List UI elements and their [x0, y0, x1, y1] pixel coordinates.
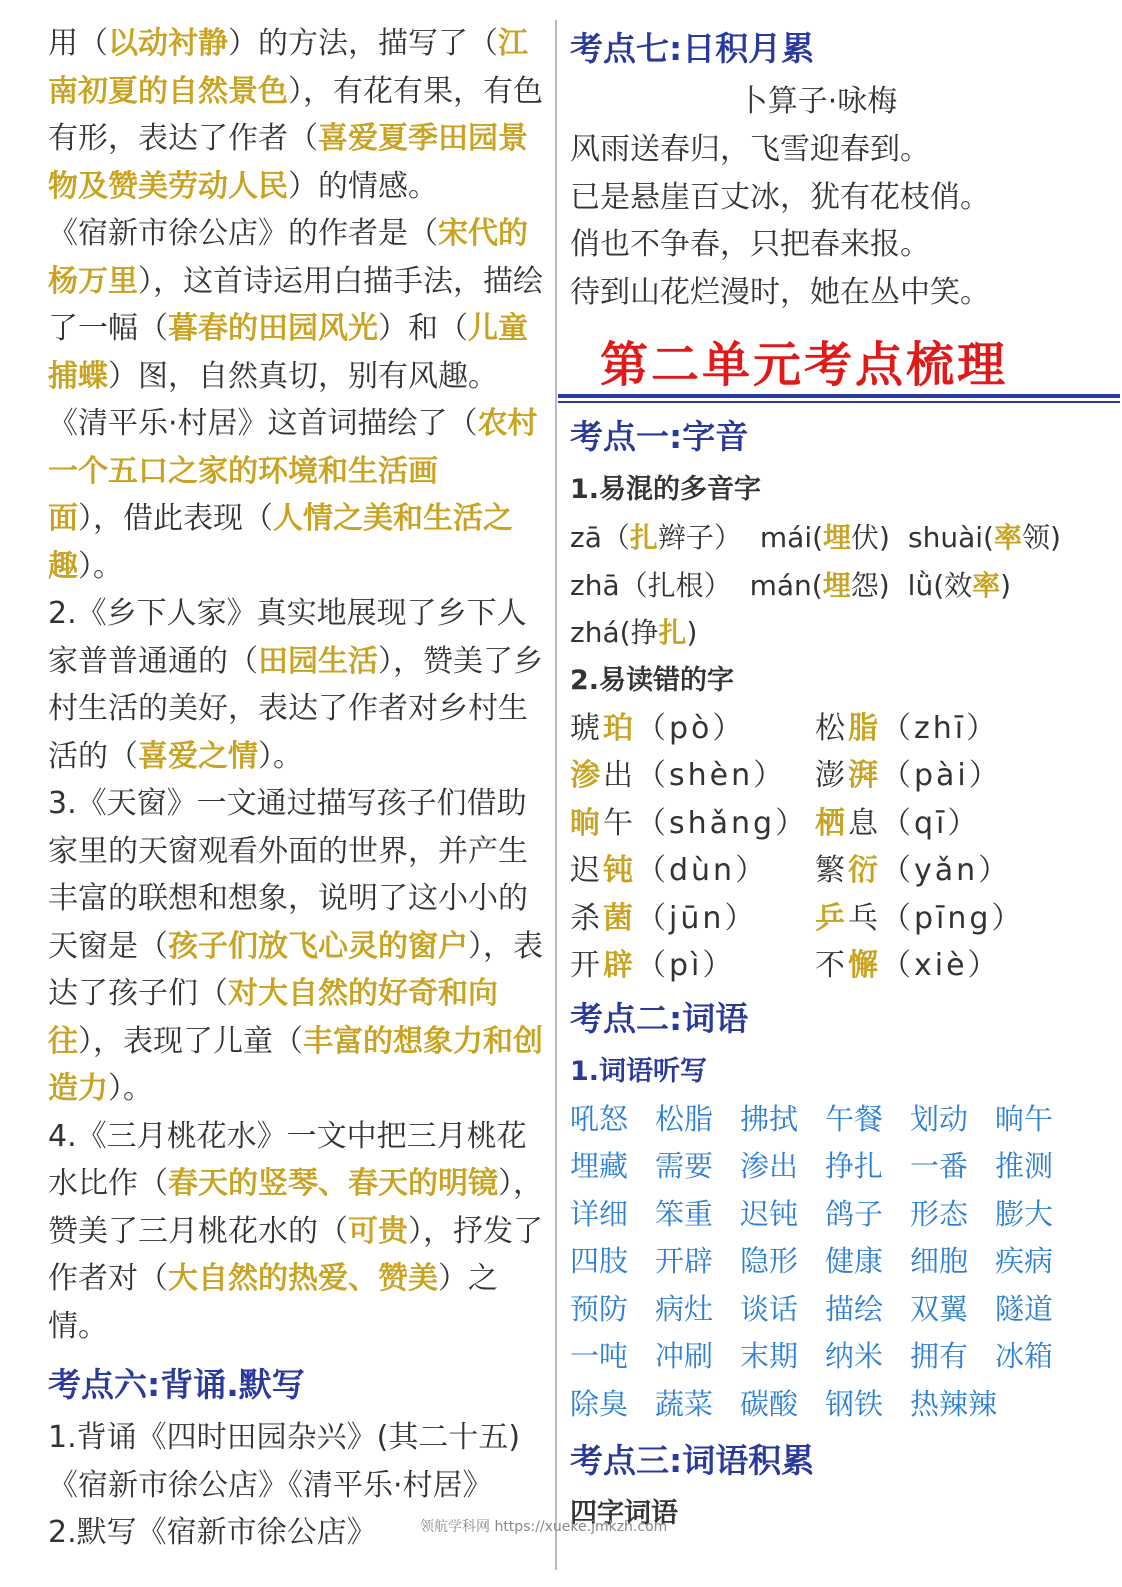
- text-segment: 怨): [850, 568, 890, 602]
- dictation-word: 热辣辣: [910, 1386, 998, 1421]
- text-segment: 伏): [851, 521, 890, 554]
- highlight-answer: 辟: [603, 948, 636, 983]
- dictation-word: 渗出: [740, 1149, 799, 1183]
- dictation-word: 一番: [910, 1149, 969, 1183]
- text-segment: 不: [815, 948, 848, 983]
- highlight-answer: 晌: [570, 805, 603, 841]
- polyphone-row: [570, 514, 1065, 562]
- text-segment: 2.《乡下人家》真实地展现了乡下人家普普通通的（: [48, 596, 527, 679]
- polyphone-row: [570, 562, 1065, 610]
- subheading: 四字词语: [570, 1498, 678, 1529]
- text-segment: ），借此表现（: [78, 501, 273, 536]
- unit-banner-title: 第二单元考点梳理: [600, 337, 1009, 393]
- char-item: [815, 847, 1050, 895]
- banner-rule: [558, 401, 1120, 403]
- text-segment: shuài(: [907, 521, 994, 554]
- char-item: [815, 752, 1050, 800]
- highlight-answer: 湃: [848, 758, 881, 793]
- poem-line: 待到山花烂漫时，她在丛中笑。: [570, 274, 990, 310]
- text-segment: ）的情感。: [288, 168, 438, 204]
- char-item: [815, 800, 1050, 848]
- dictation-word: 纳米: [825, 1339, 884, 1373]
- paragraph: [48, 20, 543, 210]
- dictation-words: [570, 1096, 1065, 1429]
- char-row: [570, 895, 1050, 943]
- dictation-word: 四肢: [570, 1244, 629, 1278]
- text-segment: ），这首诗运用白描手法，描绘了一幅（: [48, 263, 543, 346]
- polyphone-row: [570, 609, 1065, 657]
- poem-line: 俏也不争春，只把春来报。: [570, 227, 930, 262]
- polyphone-item: [908, 562, 1011, 610]
- recite-line: 《宿新市徐公店》《清平乐·村居》: [48, 1467, 493, 1503]
- paragraph: [48, 1113, 543, 1351]
- text-segment: 开: [570, 948, 603, 983]
- dictation-word: 一吨: [570, 1339, 629, 1373]
- highlight-answer: 栖: [815, 805, 848, 841]
- text-segment: ）。: [108, 1071, 153, 1106]
- char-row: [570, 942, 1050, 990]
- dictation-word: 吼怒: [570, 1101, 629, 1136]
- text-segment: zā（: [570, 521, 630, 554]
- section-heading-7: 考点七:日积月累: [570, 29, 815, 68]
- polyphone-list: [570, 514, 1065, 657]
- dictation-word: 笨重: [655, 1196, 714, 1231]
- dictation-word: 描绘: [825, 1291, 884, 1326]
- highlight-answer: 宋代的杨万里: [48, 216, 528, 299]
- section-heading-2: 考点二:词语: [570, 998, 749, 1038]
- char-row: [570, 847, 1050, 895]
- text-segment: mán(: [749, 568, 823, 602]
- dictation-word: 冰箱: [995, 1339, 1054, 1373]
- paragraph: [48, 210, 543, 400]
- highlight-answer: 江南初夏的自然景色: [48, 26, 528, 109]
- highlight-answer: 以动衬静: [108, 26, 228, 61]
- dictation-word: 膨大: [995, 1196, 1054, 1231]
- poem-title: 卜算子·咏梅: [737, 84, 898, 119]
- text-segment: ）和（: [378, 311, 468, 346]
- highlight-answer: 乒: [815, 900, 848, 936]
- recite-line: 1.背诵《四时田园杂兴》(其二十五): [48, 1420, 521, 1455]
- highlight-answer: 衍: [848, 853, 881, 888]
- dictation-word: 迟钝: [740, 1196, 799, 1231]
- dictation-word: 鸽子: [825, 1196, 884, 1231]
- text-segment: ): [686, 616, 698, 649]
- highlight-answer: 对大自然的好奇和向往: [48, 976, 498, 1059]
- highlight-answer: 面: [48, 501, 78, 536]
- dictation-word: 需要: [655, 1149, 714, 1183]
- dictation-word: 划动: [910, 1101, 969, 1136]
- highlight-answer: 渗: [570, 758, 603, 793]
- text-segment: 《清平乐·村居》这首词描绘了（: [48, 406, 478, 441]
- dictation-word: 健康: [825, 1244, 884, 1278]
- text-segment: （xiè）: [881, 948, 1001, 983]
- highlight-answer: 懈: [848, 948, 881, 983]
- subheading: 2.易读错的字: [570, 664, 735, 696]
- polyphone-item: [570, 514, 742, 562]
- highlight-answer: 田园生活: [258, 643, 378, 679]
- highlight-answer: 农村一个五口之家的环境和生活画: [48, 406, 538, 489]
- text-segment: ），抒发了作者对（: [48, 1213, 543, 1296]
- text-segment: ）图，自然真切，别有风趣。: [108, 358, 498, 394]
- text-segment: （dùn）: [636, 853, 769, 888]
- highlight-answer: 人情之美和生活之趣: [48, 501, 513, 584]
- dictation-word: 钢铁: [825, 1386, 884, 1421]
- char-item: [815, 942, 1050, 990]
- subheading: 1.词语听写: [570, 1055, 708, 1087]
- dictation-word: 碳酸: [740, 1386, 799, 1421]
- text-segment: 繁: [815, 853, 848, 888]
- text-segment: 迟: [570, 853, 603, 888]
- char-item: [815, 705, 1050, 753]
- text-segment: ），赞美了三月桃花水的（: [48, 1166, 543, 1249]
- dictation-word: 午餐: [825, 1101, 884, 1136]
- char-item: [570, 847, 805, 895]
- highlight-answer: 菌: [603, 900, 636, 936]
- column-divider: [555, 20, 557, 1570]
- text-segment: lǜ(效: [907, 568, 973, 602]
- text-segment: zhā（扎根）: [570, 568, 732, 602]
- poem-line: 风雨送春归，飞雪迎春到。: [570, 132, 930, 167]
- text-segment: 辫子）: [657, 521, 742, 554]
- highlight-answer: 大自然的热爱、赞美: [168, 1261, 438, 1296]
- text-segment: 澎: [815, 758, 848, 793]
- text-segment: ），有花有果，有色有形，表达了作者（: [48, 73, 543, 156]
- dictation-word: 病灶: [655, 1291, 714, 1326]
- paragraph: [48, 400, 543, 590]
- watermark-footer: 领航学科网 https://xueke.jmkzh.com: [420, 1519, 668, 1535]
- right-column: [570, 20, 1065, 1538]
- dictation-word: 形态: [910, 1196, 969, 1231]
- text-segment: ）的方法，描写了（: [228, 26, 498, 61]
- char-item: [815, 895, 1050, 943]
- polyphone-item: [750, 562, 890, 610]
- highlight-answer: 珀: [603, 710, 636, 746]
- poem-line: 已是悬崖百丈冰，犹有花枝俏。: [570, 179, 990, 215]
- text-segment: ），赞美了乡村生活的美好，表达了作者对乡村生活的（: [48, 643, 543, 774]
- dictation-word: 隧道: [995, 1291, 1054, 1326]
- highlight-answer: 脂: [848, 710, 881, 746]
- highlight-answer: 埋: [822, 568, 851, 602]
- highlight-answer: 扎: [658, 616, 687, 649]
- unit-banner: [570, 322, 1065, 400]
- highlight-answer: 丰富的想象力和创造力: [48, 1023, 543, 1106]
- dictation-word: 细胞: [910, 1244, 969, 1278]
- dictation-word: 埋藏: [570, 1149, 629, 1183]
- subheading: 1.易混的多音字: [570, 474, 762, 505]
- highlight-answer: 暮春的田园风光: [168, 311, 378, 346]
- highlight-answer: 儿童捕蝶: [48, 311, 528, 394]
- text-segment: ），表达了孩子们（: [48, 928, 543, 1011]
- highlight-answer: 钝: [603, 853, 636, 888]
- dictation-word: 拥有: [910, 1339, 969, 1373]
- dictation-word: 晌午: [995, 1101, 1054, 1136]
- char-row: [570, 705, 1050, 753]
- char-item: [570, 895, 805, 943]
- char-item: [570, 800, 809, 848]
- dictation-word: 末期: [740, 1339, 799, 1373]
- highlight-answer: 孩子们放飞心灵的窗户: [168, 928, 468, 964]
- text-segment: ）。: [258, 738, 303, 774]
- paragraph: [48, 590, 543, 780]
- text-segment: 息（qī）: [848, 805, 981, 841]
- dictation-word: 除臭: [570, 1386, 629, 1421]
- char-row: [570, 752, 1050, 800]
- dictation-word: 蔬菜: [655, 1386, 714, 1421]
- section-heading-1: 考点一:字音: [570, 417, 749, 456]
- dictation-word: 开辟: [655, 1244, 714, 1278]
- dictation-word: 松脂: [655, 1101, 714, 1136]
- text-segment: 3.《天窗》一文通过描写孩子们借助家里的天窗观看外面的世界，并产生丰富的联想和想象，说明了这小小的天窗是（: [48, 786, 528, 964]
- text-segment: 用（: [48, 26, 108, 61]
- text-segment: （zhī）: [881, 710, 1000, 746]
- dictation-word: 预防: [570, 1291, 629, 1326]
- polyphone-item: [760, 514, 890, 562]
- text-segment: 乓（pīng）: [848, 900, 1025, 936]
- highlight-answer: 率: [993, 521, 1022, 554]
- misread-char-list: [570, 705, 1065, 990]
- polyphone-item: [570, 562, 732, 610]
- dictation-word: 谈话: [740, 1291, 799, 1326]
- text-segment: （jūn）: [636, 900, 758, 936]
- text-segment: （pài）: [881, 758, 1002, 793]
- dictation-word: 疾病: [995, 1244, 1054, 1278]
- text-segment: 松: [815, 710, 848, 746]
- section-heading-3: 考点三:词语积累: [570, 1441, 815, 1480]
- text-segment: ）之情。: [48, 1261, 498, 1344]
- highlight-answer: 率: [972, 568, 1001, 602]
- text-segment: ）。: [78, 548, 123, 584]
- highlight-answer: 可贵: [348, 1213, 408, 1249]
- dictation-word: 拂拭: [740, 1101, 799, 1136]
- text-segment: （pì）: [636, 948, 736, 983]
- char-item: [570, 705, 805, 753]
- text-segment: 杀: [570, 900, 603, 936]
- text-segment: 琥: [570, 710, 603, 746]
- section-heading-6: 考点六:背诵.默写: [48, 1365, 305, 1404]
- text-segment: 出（shèn）: [603, 758, 787, 793]
- dictation-word: 冲刷: [655, 1339, 714, 1373]
- dictation-word: 推测: [995, 1149, 1054, 1183]
- dictation-word: 双翼: [910, 1291, 969, 1326]
- text-segment: 《宿新市徐公店》的作者是（: [48, 216, 438, 251]
- recite-line: 2.默写《宿新市徐公店》: [48, 1515, 377, 1550]
- text-segment: 午（shǎng）: [603, 805, 809, 841]
- polyphone-item: [570, 609, 697, 657]
- text-segment: ），表现了儿童（: [78, 1023, 303, 1059]
- polyphone-item: [908, 514, 1061, 562]
- text-segment: ): [1000, 568, 1012, 602]
- text-segment: 领): [1021, 521, 1061, 554]
- text-segment: zhá(挣: [570, 616, 659, 649]
- highlight-answer: 喜爱之情: [138, 738, 258, 774]
- char-item: [570, 752, 805, 800]
- banner-rule: [558, 394, 1120, 398]
- text-segment: mái(: [759, 521, 824, 554]
- dictation-word: 详细: [570, 1196, 629, 1231]
- left-column: [48, 20, 543, 1557]
- paragraph: [48, 780, 543, 1113]
- char-item: [570, 942, 805, 990]
- dictation-word: 挣扎: [825, 1149, 884, 1183]
- char-row: [570, 800, 1050, 848]
- text-segment: （yǎn）: [881, 853, 1012, 888]
- text-segment: （pò）: [636, 710, 746, 746]
- highlight-answer: 埋: [823, 521, 852, 554]
- highlight-answer: 喜爱夏季田园景物及赞美劳动人民: [48, 121, 528, 204]
- text-segment: 4.《三月桃花水》一文中把三月桃花水比作（: [48, 1118, 527, 1201]
- dictation-word: 隐形: [740, 1244, 799, 1278]
- highlight-answer: 春天的竖琴、春天的明镜: [168, 1166, 498, 1201]
- highlight-answer: 扎: [629, 521, 658, 554]
